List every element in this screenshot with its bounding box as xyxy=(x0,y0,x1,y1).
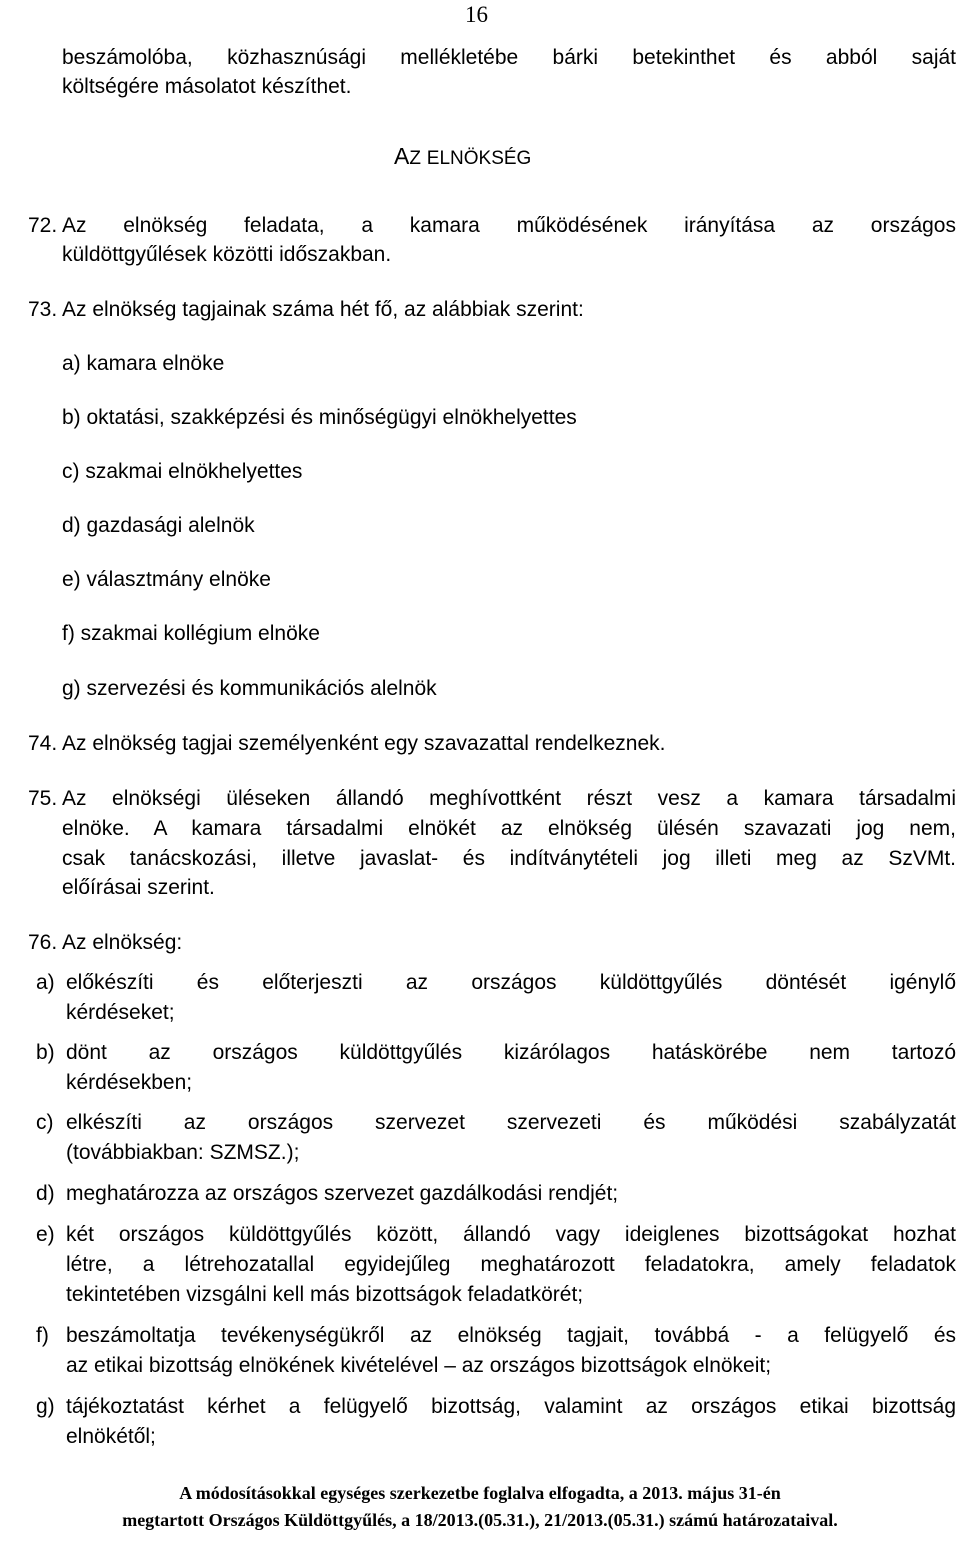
list-item-line: elkészíti az országos szervezet szervezeti és működési szabályzatát xyxy=(66,1111,956,1134)
paragraph-76-text: Az elnökség: xyxy=(62,931,183,954)
list-item-label: e) xyxy=(36,1223,55,1246)
list-item-line: (továbbiakban: SZMSZ.); xyxy=(66,1141,300,1164)
paragraph-75-line-3: csak tanácskozási, illetve javaslat- és indítványtételi jog illeti meg az SzVMt. xyxy=(62,847,956,870)
list-item-line: tekintetében vizsgálni kell más bizottságok feladatkörét; xyxy=(66,1283,584,1306)
list-item-line: létre, a létrehozatallal egyidejűleg meghatározott feladatokra, amely feladatok xyxy=(66,1253,956,1276)
paragraph-75-line-1: Az elnökségi üléseken állandó meghívottként részt vesz a kamara társadalmi xyxy=(62,787,956,810)
list-item-label: c) xyxy=(36,1111,54,1134)
paragraph-75-line-2: elnöke. A kamara társadalmi elnökét az elnökség ülésén szavazati jog nem, xyxy=(62,817,956,840)
list-item-label: a) xyxy=(36,971,55,994)
heading-rest: ELNÖKSÉG xyxy=(426,148,532,169)
footer-line-2: megtartott Országos Küldöttgyűlés, a 18/2013.(05.31.), 21/2013.(05.31.) számú határozataival. xyxy=(122,1510,838,1530)
paragraph-74-number: 74. xyxy=(28,732,58,755)
paragraph-73-number: 73. xyxy=(28,298,58,321)
list-item-line: az etikai bizottság elnökének kivételével – az országos bizottságok elnökeit; xyxy=(66,1354,772,1377)
list-item-line: elnökétől; xyxy=(66,1425,156,1448)
list-item-line: kérdéseket; xyxy=(66,1001,175,1024)
list-item: f) szakmai kollégium elnöke xyxy=(62,622,320,645)
paragraph-76-number: 76. xyxy=(28,931,58,954)
paragraph-72-line-1: Az elnökség feladata, a kamara működésének irányítása az országos xyxy=(62,214,956,237)
paragraph-72-number: 72. xyxy=(28,214,58,237)
list-item: c) szakmai elnökhelyettes xyxy=(62,460,303,483)
list-item-line: két országos küldöttgyűlés között, állandó vagy ideiglenes bizottságokat hozhat xyxy=(66,1223,956,1246)
heading-second-letter: Z xyxy=(409,148,421,169)
heading-first-letter: A xyxy=(394,143,410,169)
list-item: g) szervezési és kommunikációs alelnök xyxy=(62,677,437,700)
list-item-label: d) xyxy=(36,1182,55,1205)
list-item: b) oktatási, szakképzési és minőségügyi elnökhelyettes xyxy=(62,406,577,429)
list-item: e) választmány elnöke xyxy=(62,568,271,591)
list-item-label: g) xyxy=(36,1395,55,1418)
list-item: d) gazdasági alelnök xyxy=(62,514,255,537)
paragraph-75-number: 75. xyxy=(28,787,58,810)
page-number: 16 xyxy=(465,2,488,27)
intro-line-2: költségére másolatot készíthet. xyxy=(62,75,352,98)
list-item-line: tájékoztatást kérhet a felügyelő bizottság, valamint az országos etikai bizottság xyxy=(66,1395,956,1418)
intro-line-1: beszámolóba, közhasznúsági mellékletébe bárki betekinthet és abból saját xyxy=(62,46,956,69)
list-item-line: meghatározza az országos szervezet gazdálkodási rendjét; xyxy=(66,1182,619,1205)
paragraph-73-text: Az elnökség tagjainak száma hét fő, az alábbiak szerint: xyxy=(62,298,584,321)
list-item: a) kamara elnöke xyxy=(62,352,225,375)
footer-line-1: A módosításokkal egységes szerkezetbe foglalva elfogadta, a 2013. május 31-én xyxy=(179,1483,781,1503)
list-item-line: kérdésekben; xyxy=(66,1071,193,1094)
section-heading xyxy=(394,143,531,170)
list-item-label: b) xyxy=(36,1041,55,1064)
paragraph-74-text: Az elnökség tagjai személyenként egy szavazattal rendelkeznek. xyxy=(62,732,666,755)
list-item-line: dönt az országos küldöttgyűlés kizárólagos hatáskörébe nem tartozó xyxy=(66,1041,956,1064)
paragraph-72-line-2: küldöttgyűlések közötti időszakban. xyxy=(62,243,392,266)
paragraph-75-line-4: előírásai szerint. xyxy=(62,876,215,899)
list-item-line: beszámoltatja tevékenységükről az elnökség tagjait, továbbá - a felügyelő és xyxy=(66,1324,956,1347)
list-item-line: előkészíti és előterjeszti az országos küldöttgyűlés döntését igénylő xyxy=(66,971,956,994)
list-item-label: f) xyxy=(36,1324,49,1347)
